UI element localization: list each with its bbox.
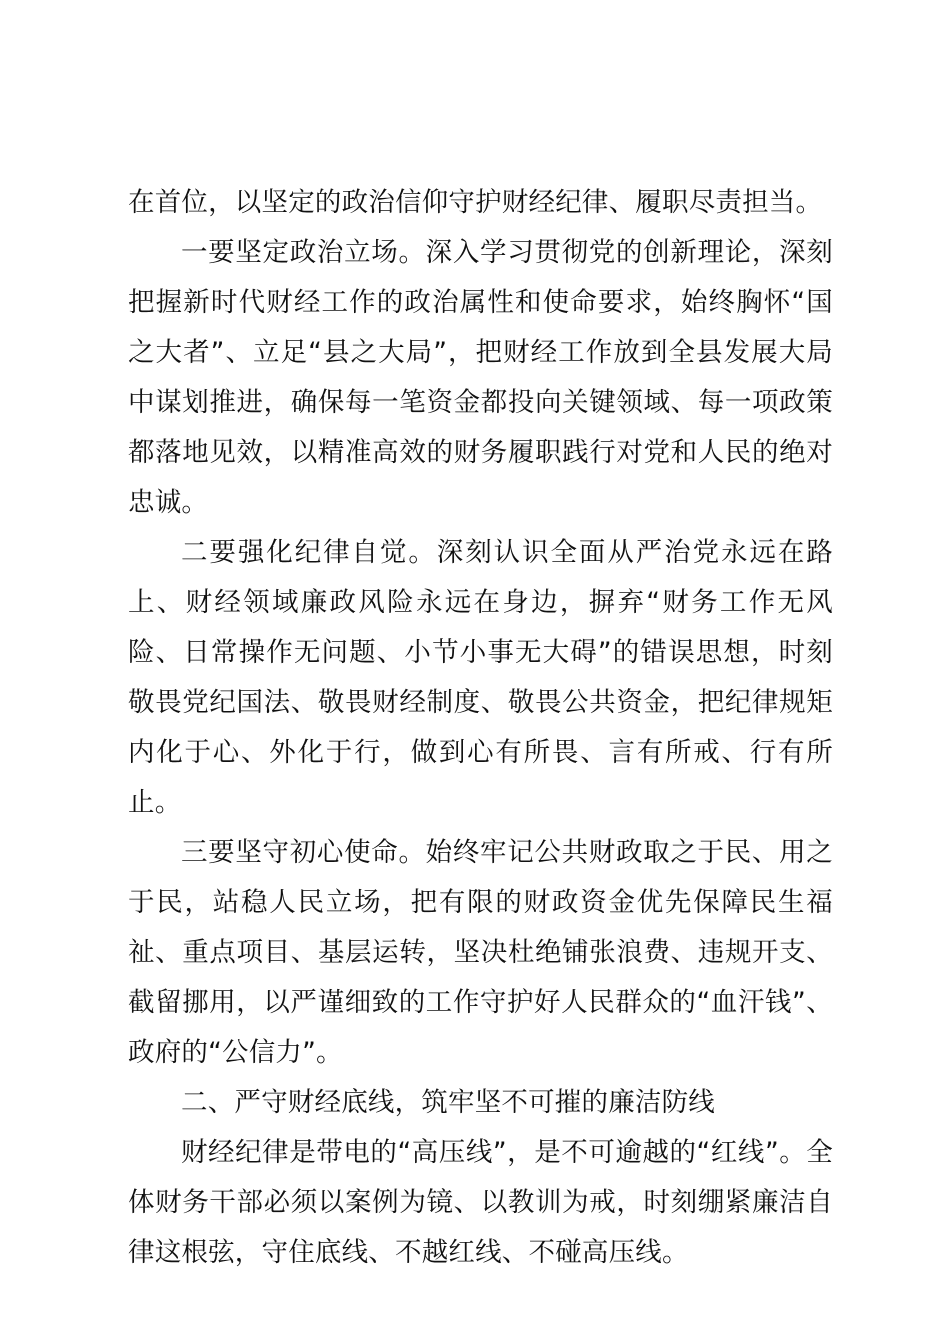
- paragraph-original-mission: 三要坚守初心使命。始终牢记公共财政取之于民、用之于民，站稳人民立场，把有限的财政资金优先保障民生福祉、重点项目、基层运转，坚决杜绝铺张浪费、违规开支、截留挪用，以严谨细致的工作守护好人民群众的“血汗钱”、政府的“公信力”。: [128, 837, 833, 1068]
- document-body: [128, 178, 833, 1278]
- paragraph-political-stance: 一要坚定政治立场。深入学习贯彻党的创新理论，深刻把握新时代财经工作的政治属性和使命要求，始终胸怀“国之大者”、立足“县之大局”，把财经工作放到全县发展大局中谋划推进，确保每一笔资金都投向关键领域、每一项政策都落地见效，以精准高效的财务履职践行对党和人民的绝对忠诚。: [128, 237, 833, 518]
- paragraph-continuation: 在首位，以坚定的政治信仰守护财经纪律、履职尽责担当。: [128, 187, 823, 218]
- section-heading-two: 二、严守财经底线，筑牢坚不可摧的廉洁防线: [181, 1087, 715, 1118]
- paragraph-discipline-awareness: 二要强化纪律自觉。深刻认识全面从严治党永远在路上、财经领域廉政风险永远在身边，摒弃“财务工作无风险、日常操作无问题、小节小事无大碍”的错误思想，时刻敬畏党纪国法、敬畏财经制度、敬畏公共资金，把纪律规矩内化于心、外化于行，做到心有所畏、言有所戒、行有所止。: [128, 537, 833, 818]
- paragraph-financial-discipline: 财经纪律是带电的“高压线”，是不可逾越的“红线”。全体财务干部必须以案例为镜、以教训为戒，时刻绷紧廉洁自律这根弦，守住底线、不越红线、不碰高压线。: [128, 1137, 833, 1268]
